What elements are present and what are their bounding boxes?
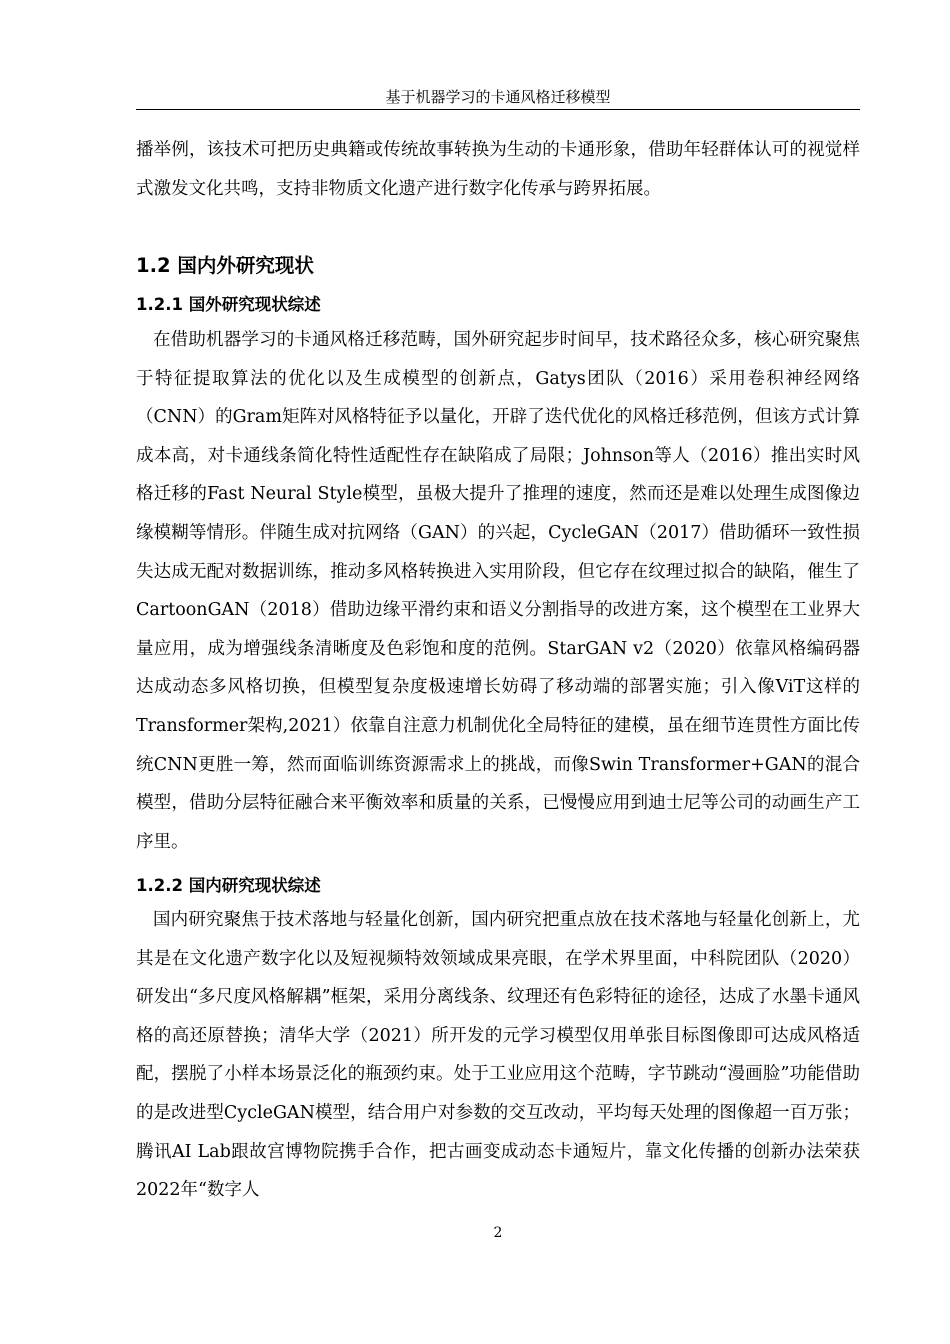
intro-paragraph: 播举例，该技术可把历史典籍或传统故事转换为生动的卡通形象，借助年轻群体认可的视觉样式激发文化共鸣，支持非物质文化遗产进行数字化传承与跨界拓展。	[136, 140, 860, 199]
header-rule	[136, 109, 860, 110]
page-number: 2	[493, 1225, 503, 1241]
section-heading: 1.2 国内外研究现状	[136, 254, 314, 277]
paragraph-foreign-research: 在借助机器学习的卡通风格迁移范畴，国外研究起步时间早，技术路径众多，核心研究聚焦于特征提取算法的优化以及生成模型的创新点，Gatys团队（2016）采用卷积神经网络（CNN）的Gram矩阵对风格特征予以量化，开辟了迭代优化的风格迁移范例，但该方式计算成本高，对卡通线条简化特性适配性存在缺陷成了局限；Johnson等人（2016）推出实时风格迁移的Fast Neural Style模型，虽极大提升了推理的速度，然而还是难以处理生成图像边缘模糊等情形。伴随生成对抗网络（GAN）的兴起，CycleGAN（2017）借助循环一致性损失达成无配对数据训练，推动多风格转换进入实用阶段，但它存在纹理过拟合的缺陷，催生了CartoonGAN（2018）借助边缘平滑约束和语义分割指导的改进方案，这个模型在工业界大量应用，成为增强线条清晰度及色彩饱和度的范例。StarGAN v2（2020）依靠风格编码器达成动态多风格切换，但模型复杂度极速增长妨碍了移动端的部署实施；引入像ViT这样的Transformer架构,2021）依靠自注意力机制优化全局特征的建模，虽在细节连贯性方面比传统CNN更胜一筹，然而面临训练资源需求上的挑战，而像Swin Transformer+GAN的混合模型，借助分层特征融合来平衡效率和质量的关系，已慢慢应用到迪士尼等公司的动画生产工序里。	[136, 330, 860, 852]
paragraph-domestic-research: 国内研究聚焦于技术落地与轻量化创新，国内研究把重点放在技术落地与轻量化创新上，尤其是在文化遗产数字化以及短视频特效领域成果亮眼，在学术界里面，中科院团队（2020）研发出“多尺度风格解耦”框架，采用分离线条、纹理还有色彩特征的途径，达成了水墨卡通风格的高还原替换；清华大学（2021）所开发的元学习模型仅用单张目标图像即可达成风格适配，摆脱了小样本场景泛化的瓶颈约束。处于工业应用这个范畴，字节跳动“漫画脸”功能借助的是改进型CycleGAN模型，结合用户对参数的交互改动，平均每天处理的图像超一百万张；腾讯AI Lab跟故宫博物院携手合作，把古画变成动态卡通短片，靠文化传播的创新办法荣获2022年“数字人	[136, 910, 860, 1201]
subsection-heading-domestic: 1.2.2 国内研究现状综述	[136, 876, 321, 895]
running-header: 基于机器学习的卡通风格迁移模型	[385, 88, 611, 106]
subsection-heading-foreign: 1.2.1 国外研究现状综述	[136, 295, 321, 314]
